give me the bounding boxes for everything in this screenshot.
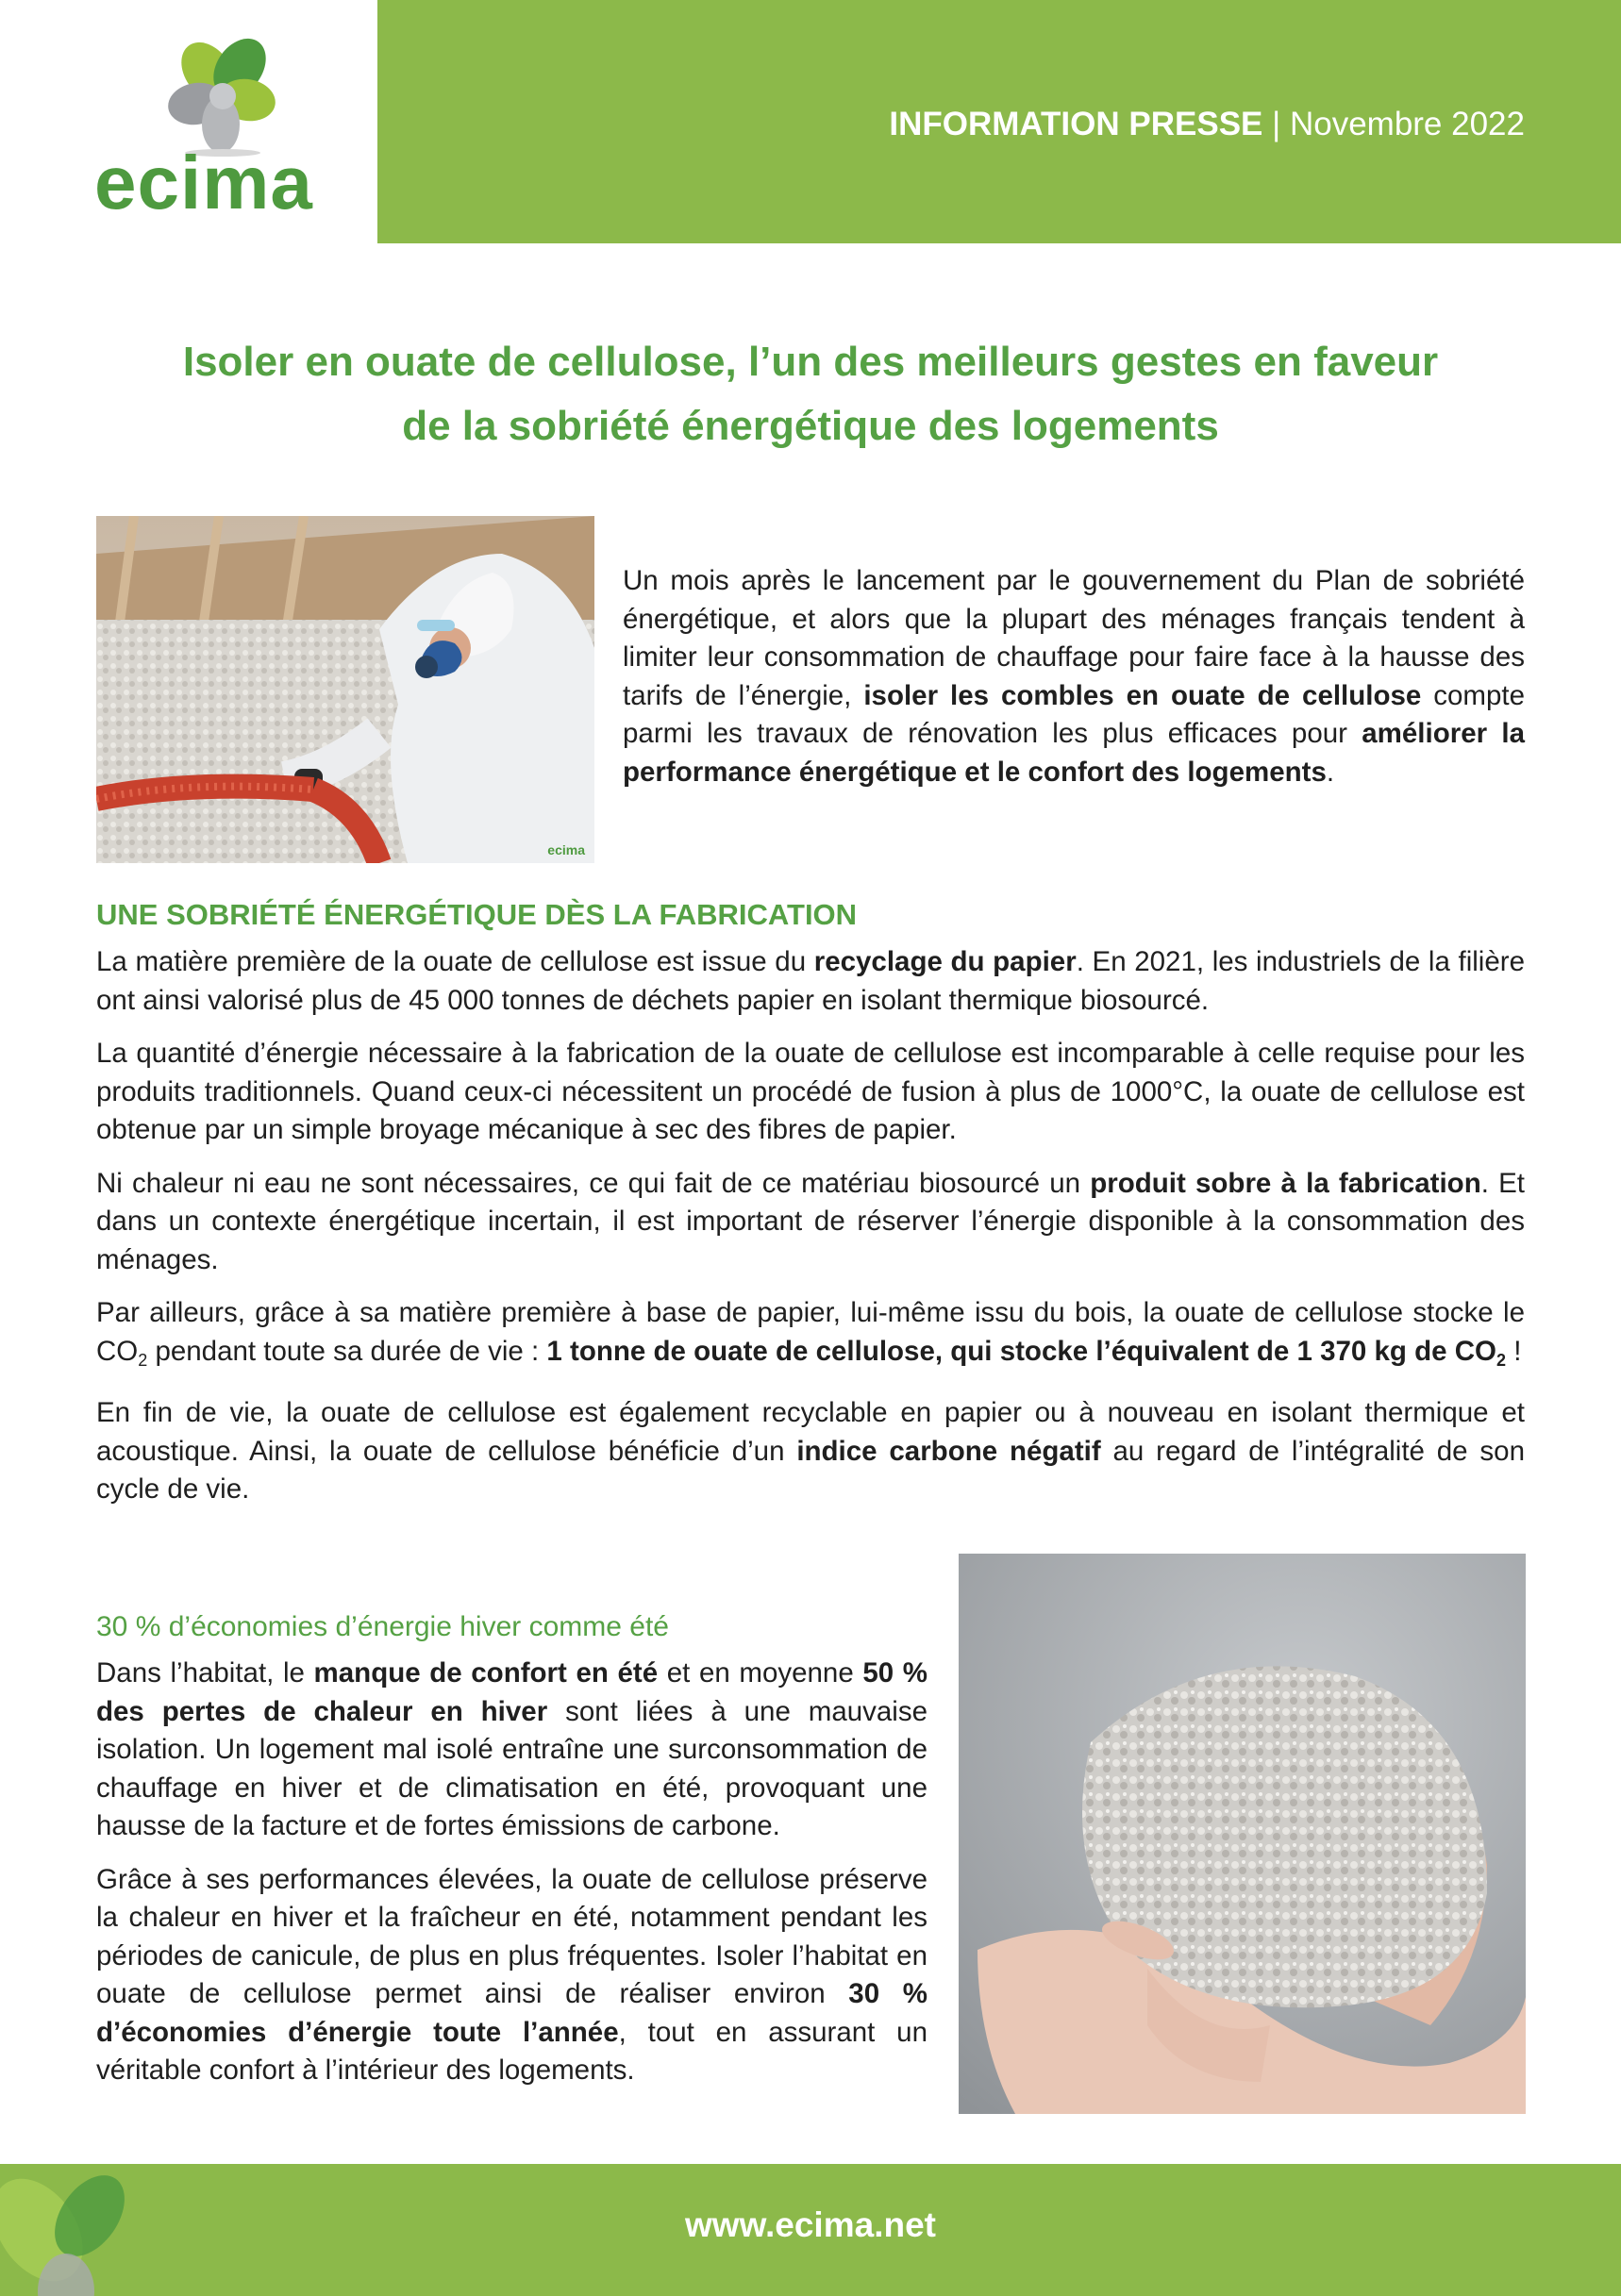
bold-text: 50 % des pertes de chaleur en hiver — [96, 1657, 927, 1727]
paragraph: La quantité d’énergie nécessaire à la fabrication de la ouate de cellulose est incomparable à celle requise pour les produits traditionnels. Quand ceux-ci nécessitent un procédé de fusion à plus de 1000°C, la ouate de cellulose est obtenue par un simple broyage mécanique à sec des fibres de papier. — [96, 1038, 1525, 1145]
text: au regard de l’intégralité de son cycle de vie. — [96, 1435, 1525, 1505]
intro-text-3: . — [1326, 756, 1335, 788]
section-savings-body — [96, 1655, 927, 2105]
title-line-1: Isoler en ouate de cellulose, l’un des meilleurs gestes en faveur — [182, 339, 1439, 385]
paragraph — [96, 1294, 1525, 1379]
paragraph — [96, 943, 1525, 1020]
text: La matière première de la ouate de cellulose est issue du — [96, 946, 814, 977]
text: Ni chaleur ni eau ne sont nécessaires, ce qui fait de ce matériau biosourcé un — [96, 1167, 1091, 1199]
hands-cellulose-photo — [959, 1554, 1526, 2114]
attic-insulation-photo — [96, 516, 594, 863]
text: En fin de vie, la ouate de cellulose est également recyclable en papier ou à nouveau en isolant thermique et acoustique. Ainsi, la ouate de cellulose bénéficie d’un — [96, 1397, 1525, 1467]
subscript: 2 — [1496, 1350, 1506, 1370]
title-line-2: de la sobriété énergétique des logements — [402, 403, 1219, 449]
text: Dans l’habitat, le — [96, 1657, 314, 1689]
header-info — [889, 106, 1525, 143]
text: , tout en assurant un véritable confort à l’intérieur des logements. — [96, 2016, 927, 2086]
paragraph — [96, 1394, 1525, 1509]
intro-paragraph — [623, 562, 1525, 791]
page-title — [113, 330, 1508, 458]
paragraph — [96, 1861, 927, 2090]
bold-text: produit sobre à la fabrication — [1090, 1167, 1481, 1199]
section-fabrication-body — [96, 943, 1525, 1524]
text: Par ailleurs, grâce à sa matière première à base de papier, lui-même issu du bois, la ouate de cellulose stocke le CO — [96, 1297, 1525, 1367]
bold-text: 30 % d’économies d’énergie toute l’année — [96, 1978, 927, 2048]
intro-text-1: Un mois après le lancement par le gouvernement du Plan de sobriété énergétique, et alors que la plupart des ménages français tendent à limiter leur consommation de chauffage pour faire face à la hausse des tarifs de l’énergie, — [623, 565, 1525, 711]
subscript: 2 — [138, 1350, 148, 1370]
text: et en moyenne — [658, 1657, 863, 1689]
paragraph — [96, 1655, 927, 1846]
paragraph — [96, 1165, 1525, 1280]
header-separator: | — [1272, 106, 1281, 142]
intro-bold-1: isoler les combles en ouate de cellulose — [863, 679, 1422, 711]
intro-bold-2: améliorer la performance énergétique et le confort des logements — [623, 718, 1525, 788]
intro-text-2: compte parmi les travaux de rénovation les plus efficaces pour — [623, 679, 1525, 749]
text: . En 2021, les industriels de la filière ont ainsi valorisé plus de 45 000 tonnes de déchets papier en isolant thermique biosourcé. — [96, 946, 1525, 1016]
logo-wordmark: ecima — [94, 141, 313, 225]
text: pendant toute sa durée de vie : — [147, 1335, 547, 1367]
section-heading-fabrication: UNE SOBRIÉTÉ ÉNERGÉTIQUE DÈS LA FABRICATION — [96, 898, 858, 931]
bold-text: indice carbone négatif — [796, 1435, 1101, 1467]
bold-text: 1 tonne de ouate de cellulose, qui stocke l’équivalent de 1 370 kg de CO — [546, 1335, 1496, 1367]
text: . Et dans un contexte énergétique incertain, il est important de réserver l’énergie disponible à la consommation des ménages. — [96, 1167, 1525, 1275]
photo-watermark: ecima — [547, 842, 585, 857]
text: Grâce à ses performances élevées, la ouate de cellulose préserve la chaleur en hiver et la fraîcheur en été, notamment pendant les périodes de canicule, de plus en plus fréquentes. Isoler l’habitat en ouate de cellulose permet ainsi de réaliser environ — [96, 1863, 927, 2009]
section-heading-savings: 30 % d’économies d’énergie hiver comme été — [96, 1611, 669, 1642]
bold-text: recyclage du papier — [813, 946, 1077, 977]
press-label: INFORMATION PRESSE — [889, 106, 1263, 142]
header-date: Novembre 2022 — [1289, 106, 1525, 142]
text: sont liées à une mauvaise isolation. Un logement mal isolé entraîne une surconsommation de chauffage en hiver et de climatisation en été, provoquant une hausse de la facture et de fortes émissions de carbone. — [96, 1695, 928, 1841]
footer-website-link[interactable]: www.ecima.net — [685, 2205, 936, 2244]
bold-text: manque de confort en été — [313, 1657, 659, 1689]
text: ! — [1506, 1335, 1522, 1367]
